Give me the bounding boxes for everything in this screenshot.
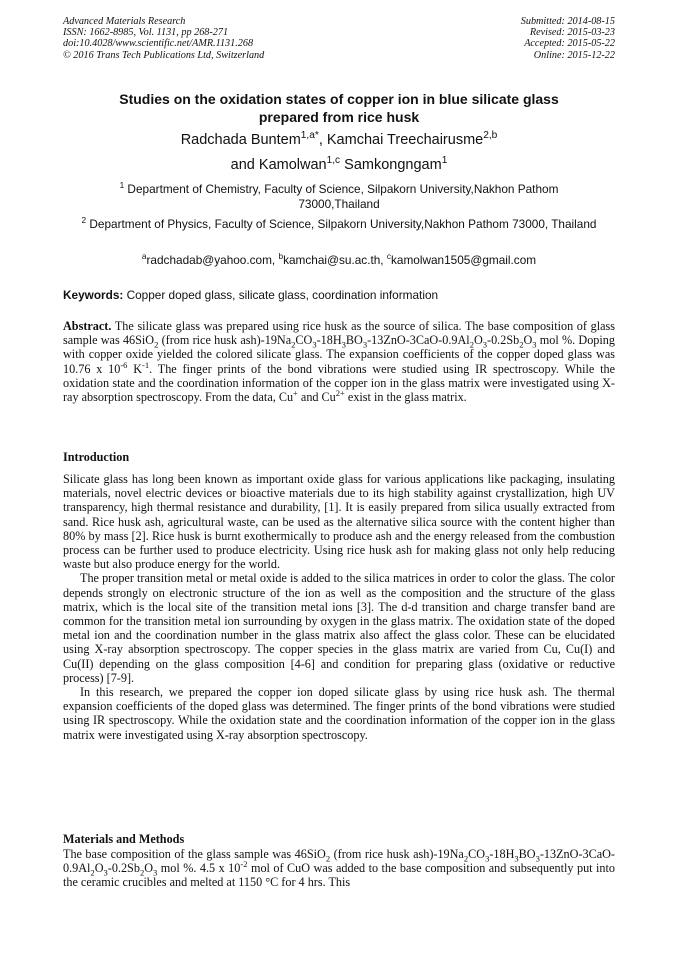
- methods-text: BO: [518, 847, 536, 861]
- author-affiliation-mark: 1: [441, 155, 448, 167]
- journal-issn: ISSN: 1662-8985, Vol. 1131, pp 268-271: [63, 27, 229, 39]
- author-name: Radchada Buntem: [180, 132, 301, 148]
- abstract-text: The silicate glass was prepared using rice husk as the source of silica. The base composition of glass sample was 46SiO: [63, 319, 615, 348]
- title-line-1: Studies on the oxidation states of copper ion in blue silicate glass: [119, 91, 559, 107]
- abstract-text: and Cu: [297, 390, 336, 405]
- subscript: 3: [341, 339, 346, 350]
- author-affiliation-mark: 2,b: [483, 130, 498, 142]
- methods-text: -18H: [489, 847, 515, 861]
- author-separator: ,: [318, 132, 327, 148]
- subscript: 3: [485, 853, 490, 864]
- methods-text: The base composition of the glass sample was 46SiO: [63, 847, 326, 861]
- abstract-text: BO: [345, 333, 363, 348]
- subscript: 2: [469, 339, 474, 350]
- subscript: 2: [325, 853, 331, 864]
- author-name: Kamolwan: [258, 157, 327, 173]
- paper-title: [63, 90, 615, 126]
- abstract-text: O: [523, 333, 533, 348]
- abstract-text: O: [473, 333, 483, 348]
- subscript: 3: [532, 339, 537, 350]
- methods-text: -13ZnO-3CaO-0.9Al: [63, 847, 615, 876]
- abstract-text: -0.2Sb: [487, 333, 520, 348]
- methods-text: O: [144, 861, 154, 876]
- affiliation-mark: 1: [119, 181, 125, 191]
- email-mark: a: [141, 252, 147, 262]
- subscript: 2: [154, 339, 159, 350]
- publication-dates: [521, 16, 615, 61]
- affiliation-text: Department of Chemistry, Faculty of Science, Silpakorn University,Nakhon Pathom 73000,Thailand: [124, 182, 559, 211]
- email-link[interactable]: radchadab@yahoo.com,: [146, 253, 279, 267]
- subscript: 3: [103, 867, 108, 878]
- journal-name: Advanced Materials Research: [63, 16, 186, 27]
- title-line-2: prepared from rice husk: [258, 109, 420, 125]
- abstract: [63, 319, 615, 404]
- methods-text: CO: [468, 847, 486, 861]
- email-mark: c: [386, 252, 391, 262]
- abstract-text: CO: [295, 333, 313, 348]
- methods-text: (from rice husk ash)-19Na: [330, 847, 464, 861]
- affiliation-text: Department of Physics, Faculty of Science, Silpakorn University,Nakhon Pathom 73000, Thailand: [86, 217, 597, 231]
- superscript: 2+: [335, 387, 345, 398]
- methods-text: O: [94, 861, 104, 876]
- subscript: 2: [90, 867, 95, 878]
- subscript: 2: [139, 867, 145, 878]
- section-heading-introduction: Introduction: [63, 450, 130, 464]
- author-conjunction: and: [230, 157, 259, 173]
- abstract-text: exist in the glass matrix.: [344, 390, 467, 405]
- author-list: [63, 128, 615, 178]
- author-affiliation-mark: 1,a*: [300, 130, 319, 142]
- abstract-text: K: [127, 361, 143, 376]
- email-mark: b: [278, 252, 284, 262]
- superscript: -1: [142, 359, 150, 370]
- journal-doi: doi:10.4028/www.scientific.net/AMR.1131.268: [63, 38, 254, 50]
- paragraph: The proper transition metal or metal oxide is added to the silica matrices in order to color the glass. The color depends strongly on electronic structure of the ion as well as the composition and the structure of the glass matrix, which is the local site of the transition metal ions [3]. The d-d transition and charge transfer band are common for the transition metal ion surrounding by oxygen in the glass matrix. The oxidation state of the doped metal ion and the coordination number in the glass matrix also affect the glass color. These can be elucidated using X-ray absorption spectroscopy. The copper species in the glass matrix are varied from Cu, Cu(I) and Cu(II) depending on the glass composition [4-6] and condition for preparing glass (oxidative or reductive process) [7-9].: [63, 571, 615, 685]
- methods-section: [63, 847, 615, 890]
- superscript: -2: [240, 859, 248, 870]
- keywords: [63, 288, 615, 302]
- subscript: 3: [482, 339, 488, 350]
- subscript: 3: [362, 339, 368, 350]
- subscript: 3: [312, 339, 317, 350]
- keywords-text: Copper doped glass, silicate glass, coordination information: [123, 288, 439, 302]
- author-line-2: [63, 153, 615, 178]
- section-heading-methods: Materials and Methods: [63, 832, 185, 846]
- methods-text: -0.2Sb: [107, 861, 140, 876]
- abstract-text: -13ZnO-3CaO-0.9Al: [367, 333, 470, 348]
- subscript: 2: [463, 853, 469, 864]
- abstract-label: Abstract.: [63, 319, 112, 333]
- author-emails: [63, 253, 615, 267]
- subscript: 2: [519, 339, 524, 350]
- email-link[interactable]: kamolwan1505@gmail.com: [391, 253, 537, 267]
- methods-text: mol %. 4.5 x 10: [157, 861, 241, 876]
- email-link[interactable]: kamchai@su.ac.th,: [283, 253, 387, 267]
- author-line-1: [63, 128, 615, 153]
- subscript: 3: [514, 853, 519, 864]
- keywords-label: Keywords:: [63, 288, 124, 302]
- author-affiliation-mark: 1,c: [326, 155, 341, 167]
- superscript: +: [293, 387, 298, 398]
- abstract-text: . The finger prints of the bond vibrations were studied using IR spectroscopy. While the oxidation state and the coordination information of the copper ion in the glass matrix were investigated using X-ray absorption spectroscopy. From the data, Cu: [63, 361, 615, 405]
- paragraph: In this research, we prepared the copper ion doped silicate glass by using rice husk ash. The thermal expansion coefficients of the doped glass was determined. The finger prints of the bond vibrations were studied using IR spectroscopy. While the oxidation state and the coordination information of the copper ion in the glass matrix were investigated using X-ray absorption spectroscopy.: [63, 685, 615, 742]
- subscript: 3: [153, 867, 158, 878]
- date-revised: Revised: 2015-03-23: [529, 27, 615, 39]
- subscript: 2: [291, 339, 296, 350]
- paragraph: Silicate glass has long been known as important oxide glass for various applications like packaging, insulating materials, novel electric devices or bioactive materials due to its high stability against crystallization, high UV transparency, high thermal resistance and durability, [1]. It is easily prepared from silica usually extracted from sand. Rice husk ash, agricultural waste, can be used as the alternative silica source with the content higher than 80% by mass [2]. Rice husk is burnt exothermically to produce ash and the energy released from the combustion process can be further used to produce electricity. Using rice husk ash for making glass not only help reducing waste but also produce energy for the world.: [63, 472, 615, 572]
- author-name: Kamchai Treechairusme: [326, 132, 484, 148]
- abstract-text: (from rice husk ash)-19Na: [158, 333, 292, 348]
- superscript: -6: [120, 359, 128, 370]
- abstract-text: mol %. Doping with copper oxide yielded the colored silicate glass. The expansion coefficients of the copper doped glass was 10.76 x 10: [63, 333, 615, 376]
- affiliation-2: [80, 217, 598, 232]
- date-submitted: Submitted: 2014-08-15: [520, 16, 615, 27]
- affiliation-mark: 2: [81, 216, 87, 226]
- affiliation-1: [80, 182, 598, 211]
- methods-text: mol of CuO was added to the base composition and subsequently put into the ceramic crucibles and melted at 1150 °C for 4 hrs. This: [63, 861, 615, 890]
- introduction-section: [63, 472, 615, 742]
- subscript: 3: [535, 853, 540, 864]
- date-accepted: Accepted: 2015-05-22: [524, 38, 615, 50]
- abstract-text: -18H: [316, 333, 342, 348]
- date-online: Online: 2015-12-22: [533, 49, 615, 61]
- journal-info: [63, 16, 264, 61]
- author-name: Samkongngam: [340, 157, 442, 173]
- journal-copyright: © 2016 Trans Tech Publications Ltd, Switzerland: [63, 49, 265, 61]
